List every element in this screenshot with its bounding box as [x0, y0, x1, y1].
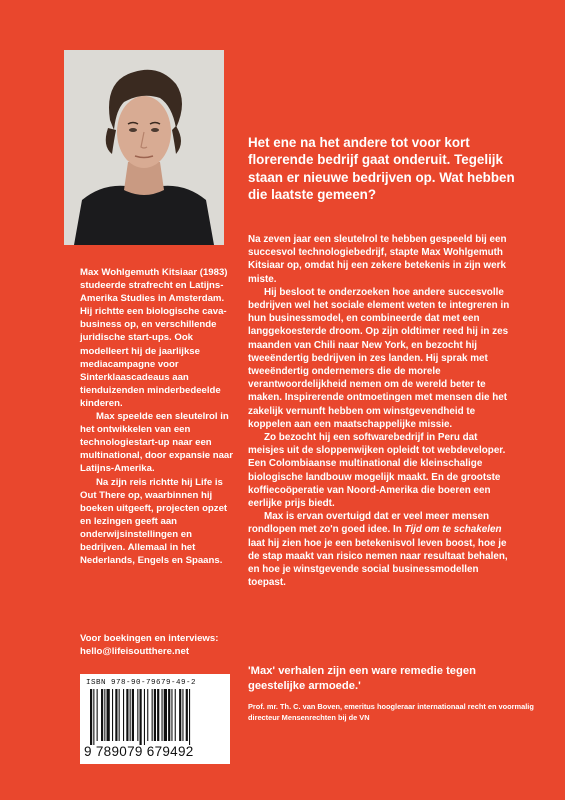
barcode-bar	[175, 689, 176, 741]
barcode-bar	[115, 689, 117, 741]
barcode-bar	[130, 689, 131, 741]
contact-info	[80, 632, 240, 658]
barcode-bar	[168, 689, 170, 741]
barcode-bar	[137, 689, 138, 741]
barcode-bar	[97, 689, 98, 741]
barcode-bar	[152, 689, 153, 741]
barcode-bar	[132, 689, 134, 741]
blurb-headline: Het ene na het andere tot voor kort florerende bedrijf gaat onderuit. Tegelijk staan er nieuwe bedrijven op. Wat hebben die laatste gemeen?	[248, 135, 515, 203]
bio-paragraph-1: Max Wohlgemuth Kitsiaar (1983) studeerde strafrecht en Latijns-Amerika Studies in Amsterdam. Hij richtte een biologische cava-business op, en verschillende juridische start-ups. Ook modelleert hij de jaarlijkse mediacampagne voor Sinterklaascadeaus aan tienduizenden minderbedeelde kinderen.	[80, 267, 228, 409]
barcode-bar	[104, 689, 105, 741]
blurb-paragraph-1: Na zeven jaar een sleutelrol te hebben gespeeld bij een succesvol technologiebedrijf, stapte Max Wohlgemuth Kitsiaar op, omdat hij een zekere betekenis in zijn werk miste.	[248, 234, 507, 285]
barcode-bar	[147, 689, 148, 741]
barcode-bar	[164, 689, 167, 741]
blurb-paragraph-2: Hij besloot te onderzoeken hoe andere succesvolle bedrijven wel het sociale element weten te integreren in hun businessmodel, en combineerde dat met een langgekoesterde droom. Op zijn oldtimer reed hij in zes maanden van Chili naar New York, en bezocht hij tweeëndertig bedrijven in zes landen. Hij sprak met tweeëndertig ondernemers die de morele verantwoordelijkheid nemen om de wereld beter te maken. Inspirerende ontmoetingen met mensen die het zakelijk vernunft hebben om winstgevendheid te koppelen aan een maatschappelijke missie.	[248, 286, 510, 430]
author-photo	[64, 50, 224, 245]
contact-label: Voor boekingen en interviews:	[80, 633, 219, 644]
barcode-bar	[162, 689, 163, 741]
blurb-paragraph-3: Zo bezocht hij een softwarebedrijf in Peru dat meisjes uit de sloppenwijken opleidt tot webdeveloper. Een Colombiaanse multinational die kleinschalige biologische landbouw mogelijk maakt. En de grootste koffiecoöperatie van Noord-Amerika die boeren een eerlijke prijs biedt.	[248, 432, 506, 510]
barcode-bar	[182, 689, 183, 741]
barcode-bar	[140, 689, 142, 745]
book-title: Tijd om te schakelen	[404, 524, 502, 536]
blurb-paragraph-4	[248, 510, 510, 589]
author-bio	[80, 266, 235, 567]
endorsement-quote: 'Max' verhalen zijn een ware remedie tegen geestelijke armoede.'	[248, 665, 476, 692]
barcode-bar	[171, 689, 172, 741]
barcode-bar	[93, 689, 94, 745]
contact-email[interactable]: hello@lifeisoutthere.net	[80, 646, 190, 658]
blurb-paragraph-4-start: Max is ervan overtuigd dat er veel meer mensen rondlopen met zo'n goed idee. In	[248, 511, 490, 536]
barcode-bar	[126, 689, 128, 741]
barcode-bar	[101, 689, 103, 741]
barcode-digits: 9 789079 679492	[84, 744, 194, 759]
barcode-bar	[90, 689, 92, 745]
isbn-barcode	[80, 674, 230, 764]
blurb-body	[248, 233, 510, 589]
barcode-bar	[107, 689, 110, 741]
barcode-bar	[179, 689, 181, 741]
barcode-bar	[119, 689, 120, 741]
barcode-bar	[186, 689, 188, 741]
blurb-paragraph-4-end: laat hij zien hoe je een betekenisvol leven boost, hoe je de stap maakt van risico nemen naar resultaat behalen, en hoe je winstgevende social businessmodellen toepast.	[248, 537, 508, 589]
barcode-bar	[154, 689, 156, 741]
isbn-number: ISBN 978-90-79679-49-2	[86, 679, 197, 687]
bio-paragraph-2: Max speelde een sleutelrol in het ontwikkelen van een technologiestart-up naar een multinational, door expansie naar Latijns-Amerika.	[80, 411, 233, 475]
barcode-bar	[144, 689, 145, 745]
barcode-bar	[123, 689, 124, 741]
barcode-icon	[88, 689, 224, 745]
endorsement-attribution: Prof. mr. Th. C. van Boven, emeritus hoogleraar internationaal recht en voormalig directeur Mensenrechten bij de VN	[248, 702, 534, 722]
bio-paragraph-3: Na zijn reis richtte hij Life is Out There op, waarbinnen hij boeken uitgeeft, projecten opzet en lezingen geeft aan onderwijsinstellingen en bedrijven. Allemaal in het Nederlands, Engels en Spaans.	[80, 476, 228, 567]
barcode-bar	[157, 689, 159, 741]
barcode-bar	[112, 689, 113, 741]
barcode-bar	[189, 689, 190, 745]
